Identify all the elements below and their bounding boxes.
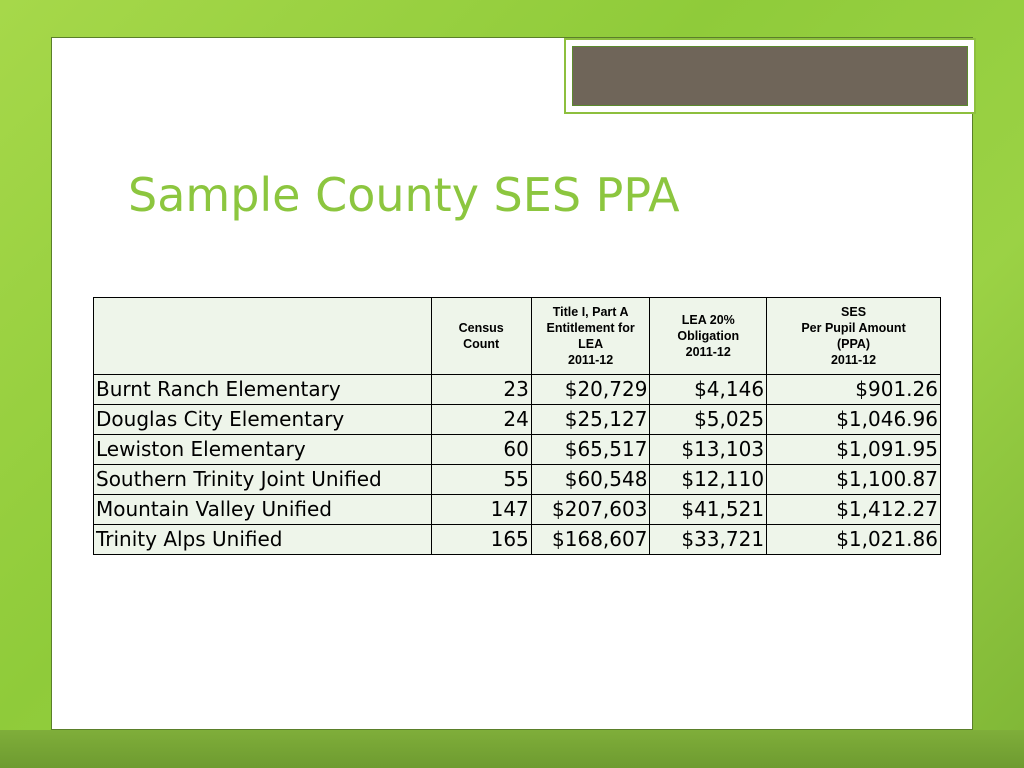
header-line: LEA <box>578 337 604 351</box>
census-count: 55 <box>431 465 531 495</box>
table-row <box>94 375 941 405</box>
header-line: Obligation <box>677 328 740 343</box>
table-row <box>94 435 941 465</box>
header-line: LEA 20% <box>681 312 735 327</box>
census-count: 165 <box>431 525 531 555</box>
ses-ppa: $1,021.86 <box>767 525 941 555</box>
background-bottom-band <box>0 730 1024 768</box>
header-line: 2011-12 <box>568 353 614 368</box>
header-line: Per Pupil Amount <box>801 320 906 335</box>
header-line: (PPA) <box>836 337 871 351</box>
title1-entitlement: $20,729 <box>531 375 650 405</box>
table-header-row <box>94 298 941 375</box>
slide-title: Sample County SES PPA <box>128 168 680 222</box>
school-name: Mountain Valley Unified <box>94 495 432 525</box>
census-count: 147 <box>431 495 531 525</box>
ses-ppa: $1,412.27 <box>767 495 941 525</box>
header-line: Census <box>458 320 504 335</box>
title1-entitlement: $60,548 <box>531 465 650 495</box>
header-line: 2011-12 <box>830 353 877 368</box>
lea-obligation: $41,521 <box>650 495 767 525</box>
census-count: 24 <box>431 405 531 435</box>
header-photo-frame <box>564 38 976 114</box>
census-count: 23 <box>431 375 531 405</box>
header-lea-obligation <box>650 298 767 375</box>
title1-entitlement: $65,517 <box>531 435 650 465</box>
school-name: Burnt Ranch Elementary <box>94 375 432 405</box>
school-name: Trinity Alps Unified <box>94 525 432 555</box>
lea-obligation: $33,721 <box>650 525 767 555</box>
header-line: Title I, Part A <box>552 304 629 319</box>
lea-obligation: $5,025 <box>650 405 767 435</box>
ses-ppa: $1,046.96 <box>767 405 941 435</box>
school-name: Lewiston Elementary <box>94 435 432 465</box>
title1-entitlement: $168,607 <box>531 525 650 555</box>
school-name: Douglas City Elementary <box>94 405 432 435</box>
header-line: Entitlement for <box>546 320 635 335</box>
header-school <box>94 298 432 375</box>
lea-obligation: $12,110 <box>650 465 767 495</box>
lea-obligation: $13,103 <box>650 435 767 465</box>
title1-entitlement: $207,603 <box>531 495 650 525</box>
title1-entitlement: $25,127 <box>531 405 650 435</box>
table-row <box>94 405 941 435</box>
header-line: SES <box>841 304 867 319</box>
ses-ppa: $1,100.87 <box>767 465 941 495</box>
ses-ppa-table <box>93 297 941 555</box>
header-line: 2011-12 <box>685 345 731 360</box>
ses-ppa: $901.26 <box>767 375 941 405</box>
ses-ppa: $1,091.95 <box>767 435 941 465</box>
header-photo <box>572 46 968 106</box>
header-title1-entitlement <box>531 298 650 375</box>
table-row <box>94 525 941 555</box>
header-line: Count <box>463 337 500 351</box>
table-row <box>94 495 941 525</box>
lea-obligation: $4,146 <box>650 375 767 405</box>
header-census-count <box>431 298 531 375</box>
school-name: Southern Trinity Joint Unified <box>94 465 432 495</box>
header-ses-ppa <box>767 298 941 375</box>
census-count: 60 <box>431 435 531 465</box>
table-row <box>94 465 941 495</box>
